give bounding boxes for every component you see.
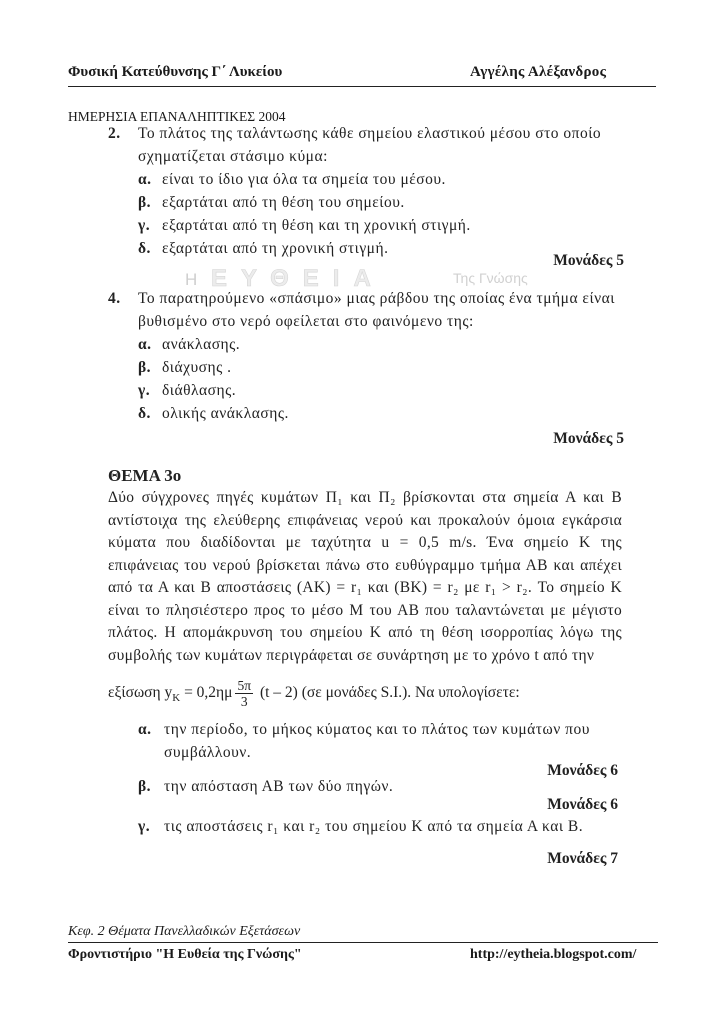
item-letter: α. — [138, 721, 152, 738]
watermark-left: Η — [185, 270, 198, 289]
option-letter: β. — [138, 194, 152, 211]
option-text: εξαρτάται από τη χρονική στιγμή. — [162, 240, 389, 257]
option-c — [138, 379, 628, 402]
footer-institute: Φροντιστήριο "Η Ευθεία της Γνώσης" — [68, 947, 302, 962]
question-number: 2. — [108, 125, 121, 142]
question-2-marks: Μονάδες 5 — [553, 252, 624, 269]
theme-3-paragraph: Δύο σύγχρονες πηγές κυμάτων Π₁ και Π₂ βρίσκονται στα σημεία Α και Β αντίστοιχα της ελεύθερης επιφάνειας νερού και προκαλούν όμοια εγκάρσια κύματα που διαδίδονται με ταχύτητα u = 0,5 m/s. Ένα σημείο Κ της επιφάνειας του νερού βρίσκεται πάνω στο ευθύγραμμο τμήμα ΑΒ και απέχει από τα Α και Β αποστάσεις (ΑΚ) = r₁ και (ΒΚ) = r₂ με r₁ > r₂. Το σημείο Κ είναι το πλησιέστερο προς το μέσο Μ του ΑΒ που ταλαντώνεται με μέγιστο πλάτος. Η απομάκρυνση του σημείου Κ από τη θέση ισορροπίας λόγω της συμβολής των κυμάτων περιγράφεται σε συνάρτηση με το χρόνο t από την — [108, 489, 622, 664]
watermark-logo — [185, 265, 571, 289]
item-letter: β. — [138, 778, 152, 795]
item-letter: γ. — [138, 818, 151, 835]
theme-3-item-a-marks: Μονάδες 6 — [547, 762, 618, 779]
watermark-middle: ΕΥΘΕΙΑ — [211, 265, 385, 289]
fraction-numerator: 5π — [237, 678, 252, 693]
footer-chapter: Κεφ. 2 Θέματα Πανελλαδικών Εξετάσεων — [68, 924, 301, 939]
question-4 — [108, 287, 628, 425]
header-author: Αγγέλης Αλέξανδρος — [470, 64, 607, 80]
equation-prefix: εξίσωση y — [108, 684, 173, 702]
watermark-right: Της Γνώσης — [453, 270, 528, 286]
option-letter: β. — [138, 359, 152, 376]
option-letter: α. — [138, 336, 152, 353]
option-b — [138, 191, 628, 214]
fraction-denominator: 3 — [240, 694, 248, 709]
item-row — [138, 775, 624, 798]
theme-3-equation — [108, 678, 628, 709]
question-2 — [108, 122, 628, 260]
equation-suffix: (t – 2) (σε μονάδες S.I.). Να υπολογίσετε: — [256, 684, 520, 702]
equation-fraction — [235, 678, 253, 709]
question-number: 4. — [108, 290, 121, 307]
option-text: διάθλασης. — [162, 382, 237, 399]
option-text: διάχυσης . — [162, 359, 232, 376]
option-b — [138, 356, 628, 379]
item-text: την περίοδο, το μήκος κύματος και το πλάτος των κυμάτων που συμβάλλουν. — [164, 721, 590, 761]
item-text: την απόσταση ΑΒ των δύο πηγών. — [164, 778, 394, 795]
theme-3-item-c — [138, 815, 624, 838]
item-text: τις αποστάσεις r₁ και r₂ του σημείου Κ από τα σημεία Α και Β. — [164, 818, 584, 835]
option-text: εξαρτάται από τη θέση του σημείου. — [162, 194, 405, 211]
option-letter: γ. — [138, 382, 151, 399]
option-d — [138, 402, 628, 425]
question-stem: Το πλάτος της ταλάντωσης κάθε σημείου ελαστικού μέσου στο οποίο σχηματίζεται στάσιμο κύμα: — [138, 125, 602, 165]
theme-3-item-a — [138, 718, 624, 764]
equation-mid: = 0,2ημ — [180, 684, 233, 702]
option-letter: δ. — [138, 240, 151, 257]
question-stem: Το παρατηρούμενο «σπάσιμο» μιας ράβδου της οποίας ένα τμήμα είναι βυθισμένο στο νερό οφείλεται στο φαινόμενο της: — [138, 290, 615, 330]
option-text: ανάκλασης. — [162, 336, 241, 353]
theme-3-item-b-marks: Μονάδες 6 — [547, 796, 618, 813]
option-letter: δ. — [138, 405, 151, 422]
footer-blog-link[interactable]: http://eytheia.blogspot.com/ — [470, 947, 637, 962]
option-c — [138, 214, 628, 237]
theme-3-title: ΘΕΜΑ 3ο — [108, 466, 182, 485]
item-row — [138, 815, 624, 838]
item-row — [138, 718, 624, 764]
theme-3-item-b — [138, 775, 624, 798]
option-letter: α. — [138, 171, 152, 188]
option-a — [138, 168, 628, 191]
option-text: ολικής ανάκλασης. — [162, 405, 289, 422]
exam-session-title: ΗΜΕΡΗΣΙΑ ΕΠΑΝΑΛΗΠΤΙΚΕΣ 2004 — [68, 109, 286, 124]
option-text: είναι το ίδιο για όλα τα σημεία του μέσου. — [162, 171, 446, 188]
theme-3-item-c-marks: Μονάδες 7 — [547, 850, 618, 867]
question-4-marks: Μονάδες 5 — [553, 430, 624, 447]
header-divider — [68, 86, 656, 87]
option-text: εξαρτάται από τη θέση και τη χρονική στιγμή. — [162, 217, 471, 234]
option-a — [138, 333, 628, 356]
header-course-title: Φυσική Κατεύθυνσης Γ΄ Λυκείου — [68, 64, 283, 80]
equation-subscript: K — [172, 692, 181, 705]
option-letter: γ. — [138, 217, 151, 234]
footer-divider — [68, 942, 658, 943]
